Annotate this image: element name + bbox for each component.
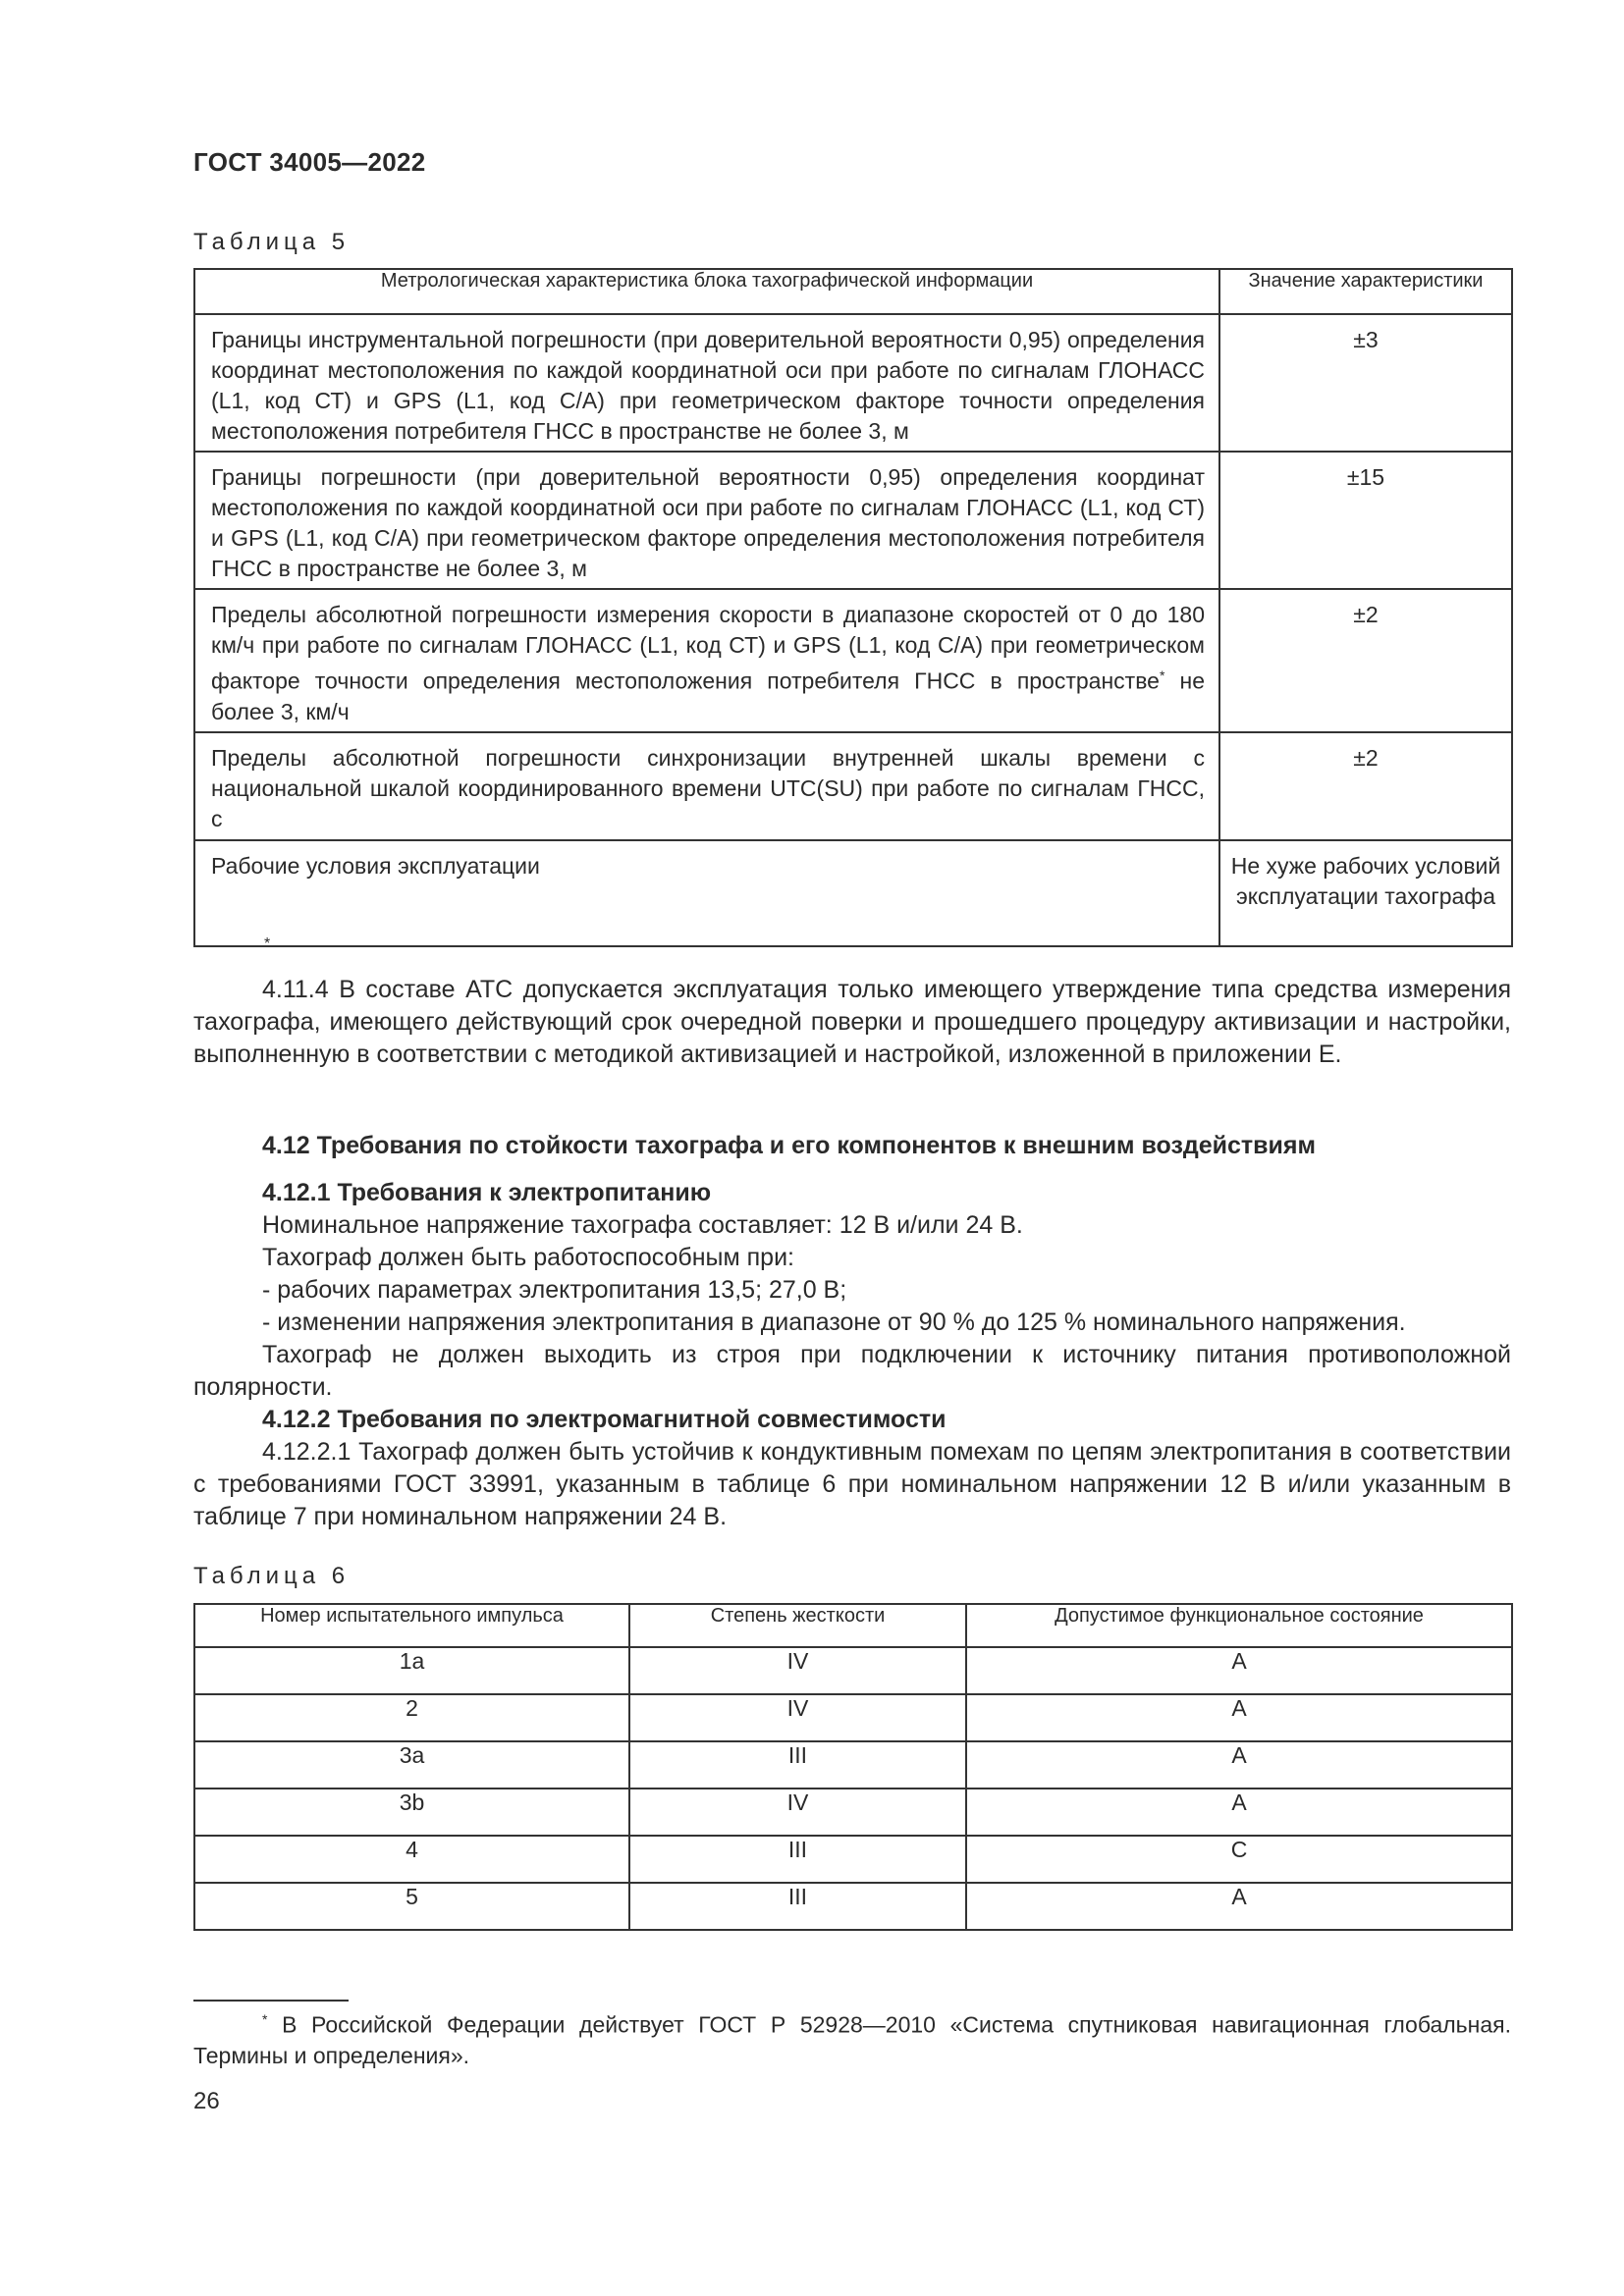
page-number: 26: [193, 2088, 220, 2114]
table5-desc-cell: [194, 589, 1219, 732]
table6-cell: IV: [629, 1694, 966, 1741]
table-row: [194, 314, 1512, 452]
table6-cell: 5: [194, 1883, 629, 1930]
footnote-ref: *: [1159, 667, 1165, 683]
footnote-mark: *: [262, 2011, 268, 2027]
table-row: [194, 1647, 1512, 1694]
paragraph-nominal-voltage: Номинальное напряжение тахографа составляет: 12 В и/или 24 В.: [262, 1211, 1023, 1239]
table6-header-cell: Допустимое функциональное состояние: [966, 1604, 1512, 1647]
table6-cell: IV: [629, 1789, 966, 1836]
paragraph-4-11-4: 4.11.4 В составе АТС допускается эксплуатация только имеющего утверждение типа средства измерения тахографа, имеющего действующий срок очередной поверки и прошедшего процедуру активизации и настройки, выполненную в соответствии с методикой активизацией и настройкой, изложенной в приложении Е.: [193, 976, 1511, 1068]
table-row: [194, 1789, 1512, 1836]
table5-value-cell: ±2: [1219, 732, 1512, 840]
table5-desc-text: Пределы абсолютной погрешности измерения скорости в диапазоне скоростей от 0 до 180 км/ч при работе по сигналам ГЛОНАСС (L1, код СТ) и GPS (L1, код С/А) при геометрическом факторе точности определения местоположения потребителя ГНСС в пространстве: [211, 602, 1205, 694]
subsection-heading-4-12-1: 4.12.1 Требования к электропитанию: [262, 1179, 712, 1206]
footnote: [193, 2004, 1511, 2071]
footnote-divider: [193, 2000, 349, 2002]
table6-cell: A: [966, 1694, 1512, 1741]
table6-cell: III: [629, 1741, 966, 1789]
table6-cell: A: [966, 1741, 1512, 1789]
table6-cell: III: [629, 1836, 966, 1883]
table6-cell: 3b: [194, 1789, 629, 1836]
paragraph-polarity: Тахограф не должен выходить из строя при подключении к источнику питания противоположной полярности.: [193, 1341, 1511, 1401]
table-row: [194, 1694, 1512, 1741]
list-item: - рабочих параметрах электропитания 13,5; 27,0 В;: [262, 1276, 847, 1304]
table5-desc-cell: Пределы абсолютной погрешности синхронизации внутренней шкалы времени с национальной шкалой координированного времени UTC(SU) при работе по сигналам ГНСС, с: [194, 732, 1219, 840]
table5-value-cell: ±3: [1219, 314, 1512, 452]
table6-cell: 2: [194, 1694, 629, 1741]
paragraph-operable: Тахограф должен быть работоспособным при:: [262, 1244, 794, 1271]
paragraph-4-12-2-1: 4.12.2.1 Тахограф должен быть устойчив к кондуктивным помехам по цепям электропитания в соответствии с требованиями ГОСТ 33991, указанным в таблице 6 при номинальном напряжении 12 В и/или указанным в таблице 7 при номинальном напряжении 24 В.: [193, 1438, 1511, 1530]
table5-caption: Таблица 5: [193, 229, 351, 255]
list-item: - изменении напряжения электропитания в диапазоне от 90 % до 125 % номинального напряжения.: [262, 1308, 1406, 1336]
table-row: [194, 732, 1512, 840]
table6-header-row: [194, 1604, 1512, 1647]
table6-cell: IV: [629, 1647, 966, 1694]
table5-value-cell: ±15: [1219, 452, 1512, 589]
table6-cell: C: [966, 1836, 1512, 1883]
table-row: [194, 840, 1512, 946]
table6-caption: Таблица 6: [193, 1563, 351, 1589]
table-row: [194, 452, 1512, 589]
table-row: [194, 1836, 1512, 1883]
table-row: [194, 1883, 1512, 1930]
table-row: [194, 589, 1512, 732]
table6-cell: A: [966, 1789, 1512, 1836]
table6-cell: 4: [194, 1836, 629, 1883]
table5-desc-cell: Границы инструментальной погрешности (при доверительной вероятности 0,95) определения координат местоположения по каждой координатной оси при работе по сигналам ГЛОНАСС (L1, код СТ) и GPS (L1, код С/А) при геометрическом факторе точности определения местоположения потребителя ГНСС в пространстве не более 3, м: [194, 314, 1219, 452]
table6-cell: A: [966, 1883, 1512, 1930]
table6-cell: 1a: [194, 1647, 629, 1694]
table5-value-cell: ±2: [1219, 589, 1512, 732]
table5-desc-text: не более 3, км/ч: [211, 667, 1206, 724]
table5-note-mark: *: [264, 935, 271, 952]
table6-header-cell: Номер испытательного импульса: [194, 1604, 629, 1647]
table5-value-cell: Не хуже рабочих условий эксплуатации тахографа: [1219, 840, 1512, 946]
table6-header-cell: Степень жесткости: [629, 1604, 966, 1647]
subsection-heading-4-12-2: 4.12.2 Требования по электромагнитной совместимости: [262, 1406, 947, 1433]
table-row: [194, 1741, 1512, 1789]
table5-header-cell: Метрологическая характеристика блока тахографической информации: [194, 269, 1219, 314]
footnote-text: В Российской Федерации действует ГОСТ Р 52928—2010 «Система спутниковая навигационная глобальная. Термины и определения».: [193, 2011, 1511, 2068]
table5: [193, 268, 1513, 947]
document-header: ГОСТ 34005—2022: [193, 147, 426, 177]
table5-header-cell: Значение характеристики: [1219, 269, 1512, 314]
table5-desc-cell: Рабочие условия эксплуатации: [194, 840, 1219, 946]
table5-desc-cell: Границы погрешности (при доверительной вероятности 0,95) определения координат местоположения по каждой координатной оси при работе по сигналам ГЛОНАСС (L1, код СТ) и GPS (L1, код С/А) при геометрическом факторе определения местоположения потребителя ГНСС в пространстве не более 3, м: [194, 452, 1219, 589]
section-heading-4-12: 4.12 Требования по стойкости тахографа и его компонентов к внешним воздействиям: [262, 1132, 1316, 1159]
table6-cell: A: [966, 1647, 1512, 1694]
table5-header-row: [194, 269, 1512, 314]
table6-cell: 3a: [194, 1741, 629, 1789]
table6-cell: III: [629, 1883, 966, 1930]
table6: [193, 1603, 1513, 1931]
